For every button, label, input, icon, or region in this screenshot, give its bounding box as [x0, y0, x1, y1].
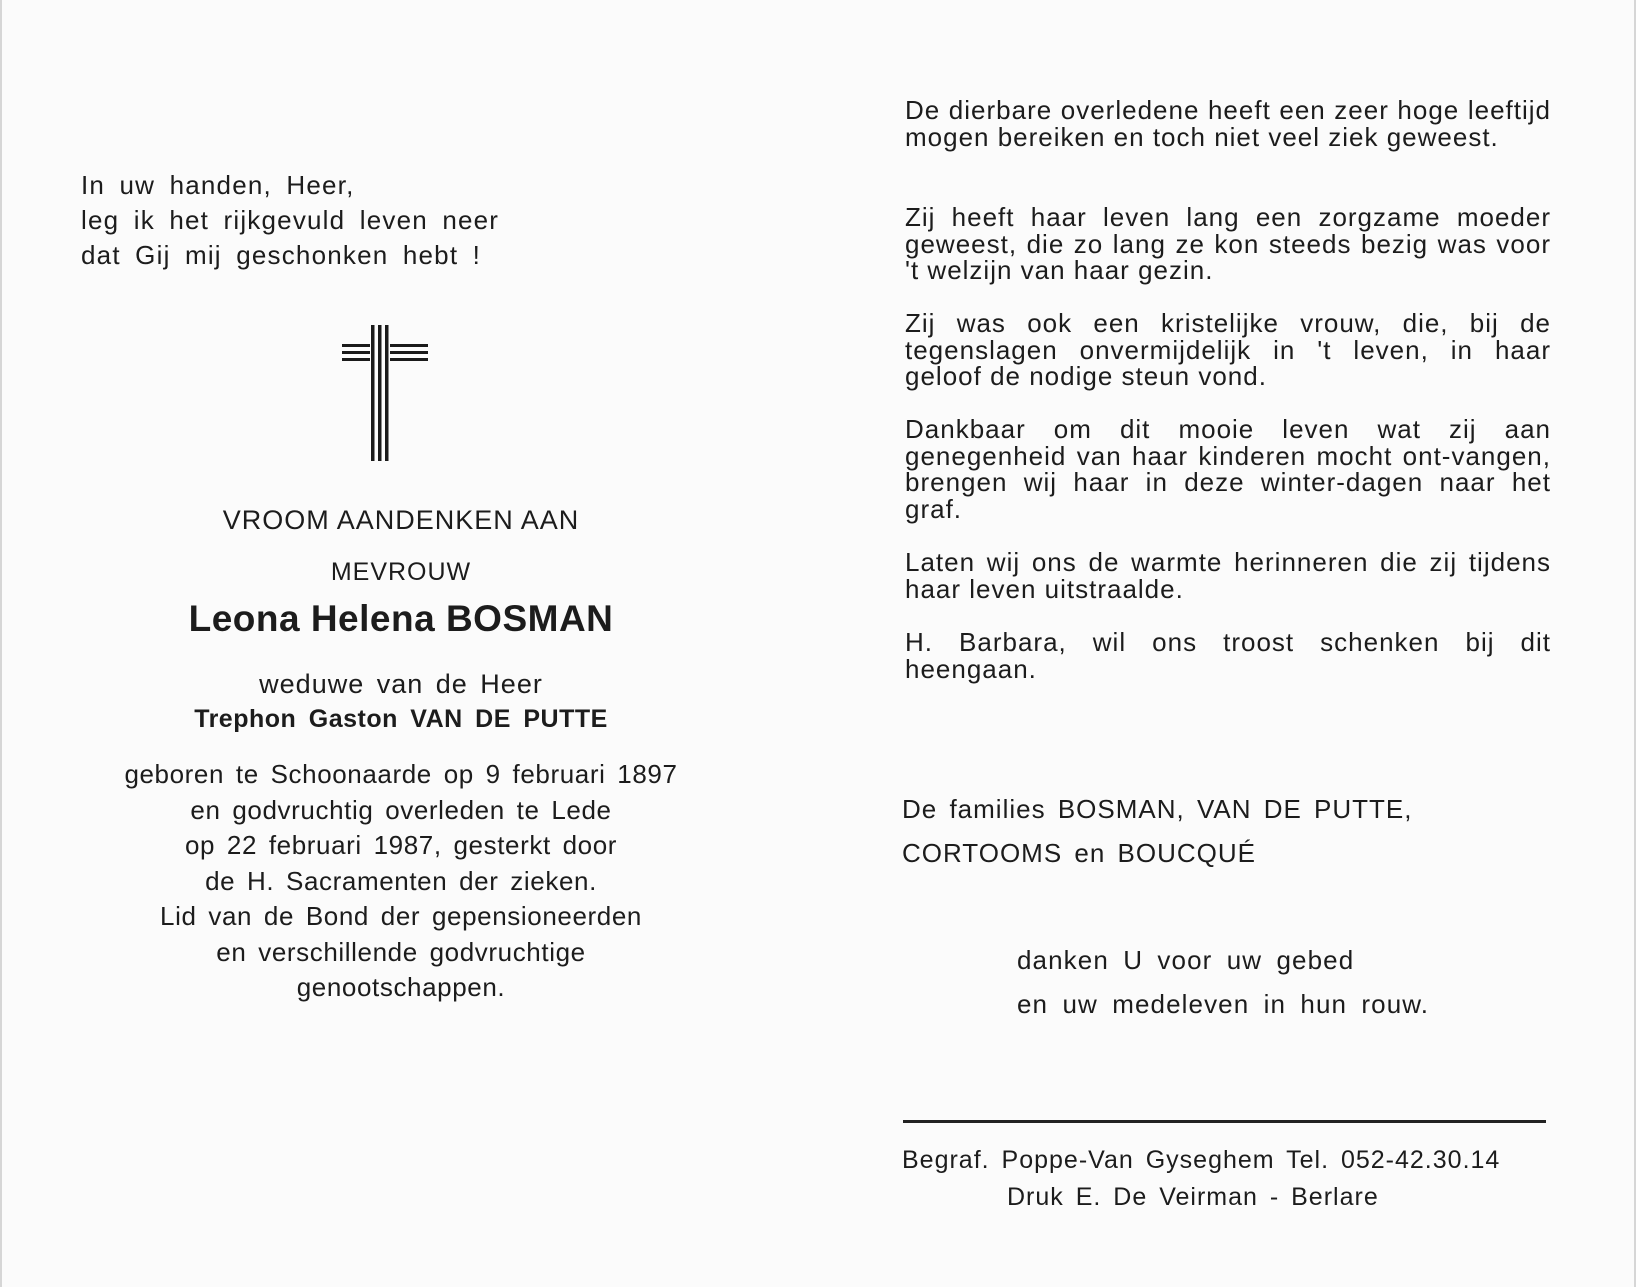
title: MEVROUW — [330, 558, 472, 586]
biography — [2, 757, 800, 1006]
memorial-heading: VROOM AANDENKEN AAN — [222, 505, 580, 535]
bio-line: genootschappen. — [296, 972, 506, 1002]
husband-name: Trephon Gaston VAN DE PUTTE — [194, 705, 608, 733]
verse-line: In uw handen, Heer, — [81, 170, 355, 200]
paragraph: Zij heeft haar leven lang een zorgzame moeder geweest, die zo lang ze kon steeds bezig was voor 't welzijn van haar gezin. — [905, 202, 1551, 285]
bio-line: en godvruchtig overleden te Lede — [190, 794, 612, 825]
printer-line: Druk E. De Veirman - Berlare — [1007, 1183, 1379, 1211]
bio-line: op 22 februari 1987, gesterkt door — [184, 830, 618, 860]
thanks — [1017, 938, 1429, 1026]
bio-line: geboren te Schoonaarde op 9 februari 1897 — [124, 759, 678, 789]
printer-credits — [902, 1142, 1500, 1216]
thanks-line: en uw medeleven in hun rouw. — [1017, 989, 1430, 1019]
families-line: De families BOSMAN, VAN DE PUTTE, — [902, 794, 1413, 824]
paragraph: De dierbare overledene heeft een zeer hoge leeftijd mogen bereiken en toch niet veel ziek geweest. — [905, 95, 1551, 152]
paragraph: Dankbaar om dit mooie leven wat zij aan genegenheid van haar kinderen mocht ont-vangen, brengen wij haar in deze winter-dagen naar het graf. — [905, 414, 1551, 524]
left-page — [2, 0, 820, 1287]
deceased-name: Leona Helena BOSMAN — [188, 598, 614, 639]
bio-line: de H. Sacramenten der zieken. — [205, 865, 597, 896]
paragraph: H. Barbara, wil ons troost schenken bij dit heengaan. — [905, 627, 1551, 684]
right-page — [820, 0, 1636, 1287]
latin-cross-icon — [342, 325, 428, 466]
verse-line: dat Gij mij geschonken hebt ! — [81, 240, 482, 270]
bio-line: Lid van de Bond der gepensioneerden — [160, 901, 642, 931]
verse-line: leg ik het rijkgevuld leven neer — [81, 205, 500, 235]
families-line: CORTOOMS en BOUCQUÉ — [902, 838, 1256, 868]
bio-line: en verschillende godvruchtige — [216, 936, 586, 967]
paragraph: Laten wij ons de warmte herinneren die zij tijdens haar leven uitstraalde. — [905, 547, 1551, 604]
thanks-line: danken U voor uw gebed — [1017, 945, 1355, 975]
paragraph: Zij was ook een kristelijke vrouw, die, bij de tegenslagen onvermijdelijk in 't leven, in haar geloof de nodige steun vond. — [905, 308, 1551, 391]
undertaker-line: Begraf. Poppe-Van Gyseghem Tel. 052-42.30.14 — [902, 1146, 1501, 1174]
widow-of: weduwe van de Heer — [259, 669, 543, 699]
families — [902, 787, 1413, 875]
divider — [903, 1120, 1546, 1123]
prayer-verse — [81, 168, 499, 273]
